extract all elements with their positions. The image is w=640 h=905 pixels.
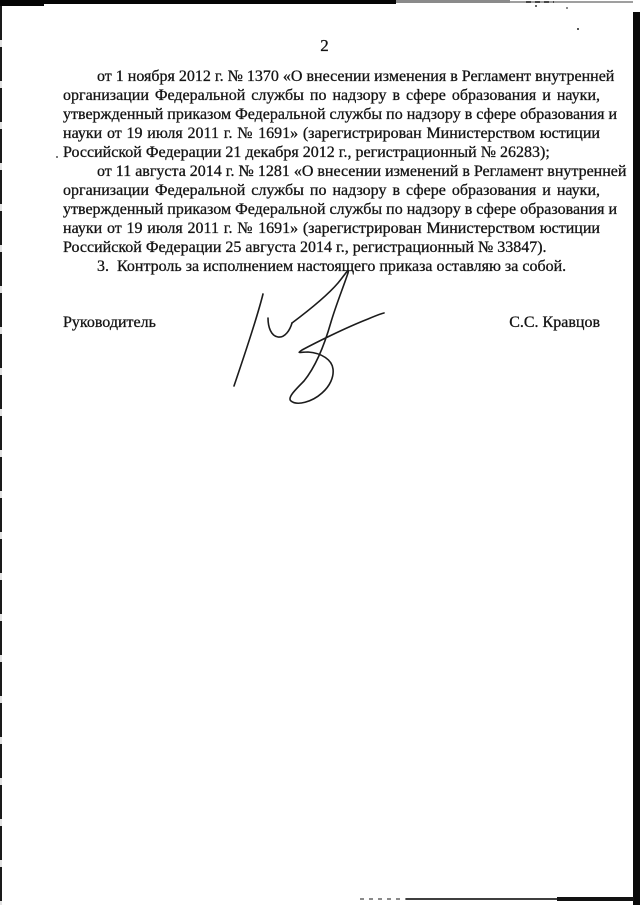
scan-edge-top-dashes xyxy=(526,1,554,3)
scan-edge-top-corner xyxy=(0,0,44,6)
scan-edge-top xyxy=(0,0,396,4)
scan-edge-right xyxy=(633,12,640,905)
scan-speck xyxy=(577,28,579,30)
text-line: 3. Контроль за исполнением настоящего приказа оставляю за собой. xyxy=(97,258,567,275)
text-line: утвержденный приказом Федеральной службы по надзору в сфере образования и xyxy=(63,106,618,123)
text-line: Российской Федерации 21 декабря 2012 г., регистрационный № 26283); xyxy=(63,144,550,161)
scan-speck xyxy=(56,156,58,158)
scan-speck xyxy=(535,5,537,7)
page-number: 2 xyxy=(320,36,329,55)
text-line: утвержденный приказом Федеральной службы по надзору в сфере образования и xyxy=(63,201,618,218)
text-line: организации Федеральной службы по надзору в сфере образования и науки, xyxy=(63,182,600,199)
signature-block xyxy=(63,313,600,332)
text-line: от 1 ноября 2012 г. № 1370 «О внесении изменения в Регламент внутренней xyxy=(97,68,615,85)
text-line: науки от 19 июля 2011 г. № 1691» (зарегистрирован Министерством юстиции xyxy=(63,220,600,237)
scan-edge-bottom-gray xyxy=(406,898,558,900)
scan-edge-left xyxy=(0,6,2,905)
text-line: Российской Федерации 25 августа 2014 г., регистрационный № 33847). xyxy=(63,239,547,256)
text-line: организации Федеральной службы по надзору в сфере образования и науки, xyxy=(63,87,600,104)
signatory-name: С.С. Кравцов xyxy=(509,314,600,331)
scan-edge-top-gray xyxy=(396,0,510,3)
document-body xyxy=(63,67,627,276)
text-line: от 11 августа 2014 г. № 1281 «О внесении изменений в Регламент внутренней xyxy=(97,163,627,180)
text-line: науки от 19 июля 2011 г. № 1691» (зарегистрирован Министерством юстиции xyxy=(63,125,600,142)
scan-edge-bottom-dots xyxy=(360,898,406,900)
scan-speck xyxy=(566,7,568,9)
signature-stroke-slash xyxy=(234,294,263,386)
signature-image xyxy=(228,260,388,408)
signature-stroke-flourish xyxy=(290,271,384,404)
scan-edge-bottom-black xyxy=(557,897,634,901)
signature-role-label: Руководитель xyxy=(63,314,156,331)
